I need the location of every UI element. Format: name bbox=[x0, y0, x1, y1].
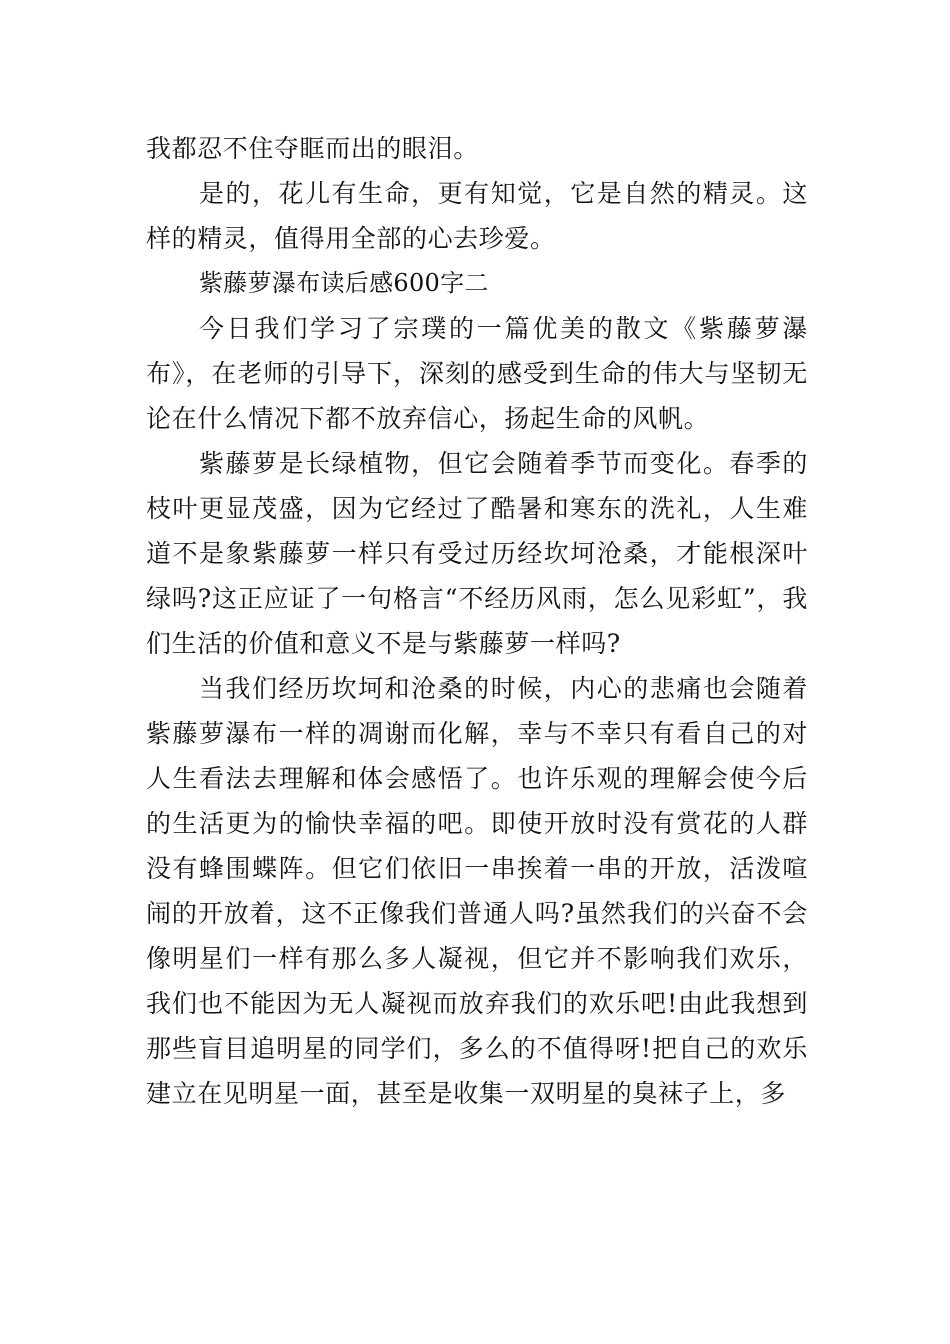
paragraph-hardship: 当我们经历坎坷和沧桑的时候，内心的悲痛也会随着紫藤萝瀑布一样的凋谢而化解，幸与不幸只有看自己的对人生看法去理解和体会感悟了。也许乐观的理解会使今后的生活更为的愉快幸福的吧。即使开放时没有赏花的人群没有蜂围蝶阵。但它们依旧一串挨着一串的开放，活泼喧闹的开放着，这不正像我们普通人吗?虽然我们的兴奋不会像明星们一样有那么多人凝视，但它并不影响我们欢乐，我们也不能因为无人凝视而放弃我们的欢乐吧!由此我想到那些盲目追明星的同学们，多么的不值得呀!把自己的欢乐建立在见明星一面，甚至是收集一双明星的臭袜子上，多 bbox=[146, 674, 808, 1108]
paragraph-continuation: 我都忍不住夺眶而出的眼泪。 bbox=[146, 134, 479, 163]
paragraph-evergreen: 紫藤萝是长绿植物，但它会随着季节而变化。春季的枝叶更显茂盛，因为它经过了酷暑和寒东的洗礼，人生难道不是象紫藤萝一样只有受过历经坎坷沧桑，才能根深叶绿吗?这正应证了一句格言“不经历风雨，怎么见彩虹”，我们生活的价值和意义不是与紫藤萝一样吗? bbox=[146, 449, 808, 658]
paragraph-intro: 今日我们学习了宗璞的一篇优美的散文《紫藤萝瀑布》，在老师的引导下，深刻的感受到生命的伟大与坚韧无论在什么情况下都不放弃信心，扬起生命的风帆。 bbox=[146, 314, 808, 433]
paragraph-flower-spirit: 是的，花儿有生命，更有知觉，它是自然的精灵。这样的精灵，值得用全部的心去珍爱。 bbox=[146, 179, 808, 253]
section-heading: 紫藤萝瀑布读后感600字二 bbox=[199, 269, 489, 297]
document-page bbox=[146, 126, 808, 1116]
